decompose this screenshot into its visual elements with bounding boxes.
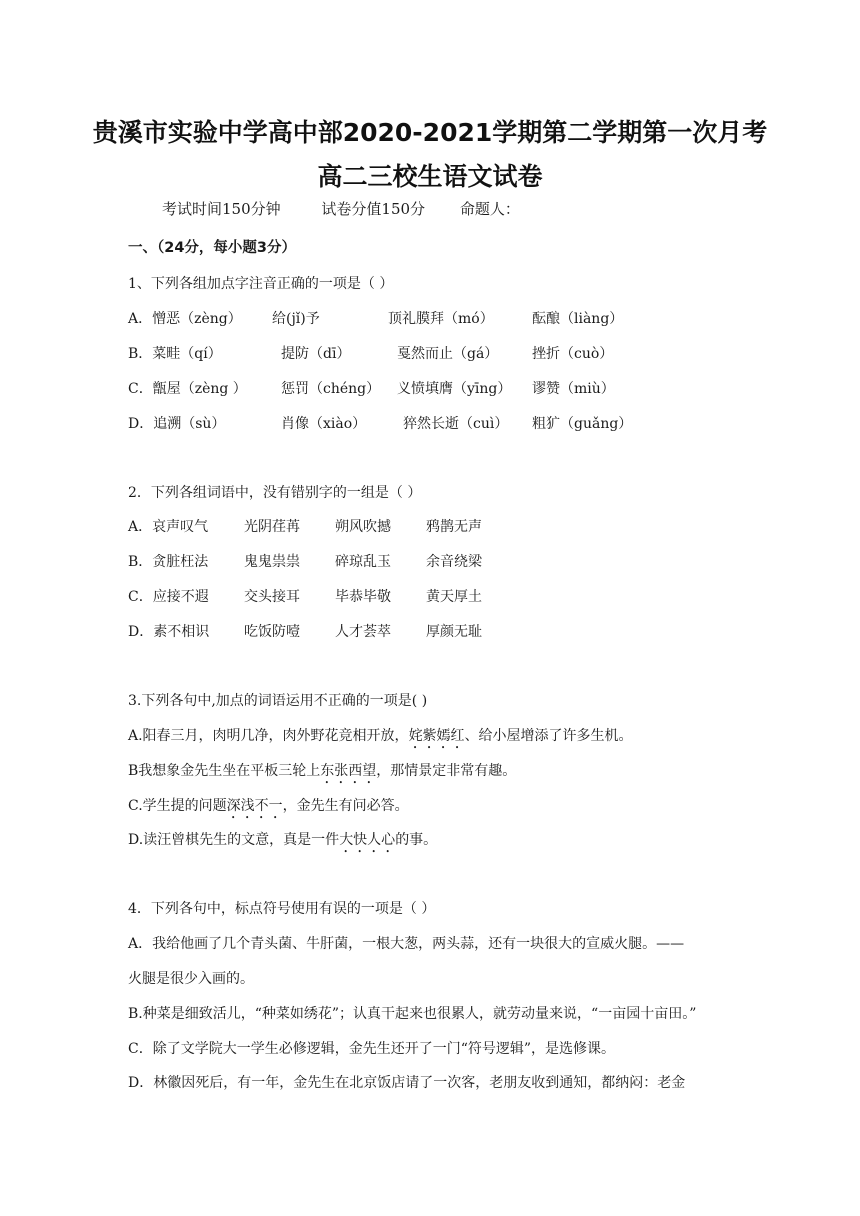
q1-a-3: 顶礼膜拜（mó） [388,311,494,327]
q1-d-3: 猝然长逝（cuì） [403,416,509,432]
q2-a-2: 光阴荏苒 [244,519,300,535]
q3-d-dotted-word: 大快人心 [339,832,396,848]
q1-d-2: 肖像（xiào） [281,416,367,432]
q2-c-3: 毕恭毕敬 [335,589,391,605]
q4-option-b: B.种菜是细致活儿，“种菜如绣花”；认真干起来也很累人，就劳动量来说，“一亩园十亩田。” [128,1006,697,1022]
q3-option-d [128,830,437,856]
q2-d-3: 人才荟萃 [335,624,391,640]
q3-b-text-end: ，那情景定非常有趣。 [376,763,517,779]
q2-d-1: D．素不相识 [128,624,210,640]
q3-c-text-end: ，金先生有问必答。 [282,798,409,814]
q1-d-4: 粗犷（guǎng） [532,416,633,432]
exam-subtitle: 高二三校生语文试卷 [317,162,543,191]
q3-option-b [128,761,516,787]
exam-info [162,198,520,219]
q3-option-a [128,726,633,752]
q3-b-text: B我想象金先生坐在平板三轮上 [128,763,321,779]
q3-a-dotted-word: 姹紫嫣红 [408,728,465,744]
q3-option-c [128,796,409,822]
q1-b-2: 提防（dī） [281,346,351,362]
q1-b-4: 挫折（cuò） [532,346,614,362]
q2-b-2: 鬼鬼祟祟 [244,554,300,570]
exam-score: 试卷分值150分 [321,200,426,218]
question-1-stem: 1、下列各组加点字注音正确的一项是（ ） [128,276,394,292]
question-4-stem: 4．下列各句中，标点符号使用有误的一项是（ ） [128,901,436,917]
q1-a-2: 给(jǐ)予 [272,311,320,327]
q2-c-4: 黄天厚土 [426,589,482,605]
q3-a-text: A.阳春三月，肉明几净，肉外野花竞相开放， [128,728,409,744]
q2-c-2: 交头接耳 [244,589,300,605]
q1-b-1: B．菜畦（qí） [128,346,222,362]
q1-a-1: A．憎恶（zèng） [128,311,242,327]
q2-b-1: B．贪脏枉法 [128,554,209,570]
q3-b-dotted-word: 东张西望 [320,763,377,779]
q2-c-1: C．应接不遐 [128,589,209,605]
q1-d-1: D．追溯（sù） [128,416,226,432]
question-3-stem: 3.下列各句中,加点的词语运用不正确的一项是( ) [128,693,428,709]
q3-c-text: C.学生提的问题 [128,798,227,814]
q2-a-4: 鸦鹊无声 [426,519,482,535]
q1-c-2: 惩罚（chéng） [281,381,381,397]
q1-a-4: 酝酿（liàng） [532,311,624,327]
question-2-stem: 2．下列各组词语中，没有错别字的一组是（ ） [128,485,422,501]
q2-b-3: 碎琼乱玉 [335,554,391,570]
q3-a-text-end: 、给小屋增添了许多生机。 [464,728,633,744]
q1-c-4: 谬赞（miù） [532,381,615,397]
q2-a-1: A．哀声叹气 [128,519,209,535]
q4-option-a-line1: A．我给他画了几个青头菌、牛肝菌，一根大葱，两头蒜，还有一块很大的宣威火腿。—— [128,936,685,952]
q3-c-dotted-word: 深浅不一 [226,798,283,814]
section-heading: 一、（24分，每小题3分） [128,240,297,256]
q4-option-a-line2: 火腿是很少入画的。 [128,971,254,987]
q1-c-1: C．甑屋（zèng ） [128,381,247,397]
q4-option-d: D．林徽因死后，有一年，金先生在北京饭店请了一次客，老朋友收到通知，都纳闷：老金 [128,1075,686,1091]
exam-title: 贵溪市实验中学高中部2020-2021学期第二学期第一次月考 [92,118,768,147]
q1-b-3: 戛然而止（gá） [397,346,499,362]
q3-d-text: D.读汪曾棋先生的文意，真是一件 [128,832,340,848]
exam-time: 考试时间150分钟 [162,200,281,218]
q2-d-4: 厚颜无耻 [426,624,482,640]
q4-option-c: C．除了文学院大一学生必修逻辑，金先生还开了一门“符号逻辑”，是选修课。 [128,1041,616,1057]
q2-b-4: 余音绕梁 [426,554,482,570]
q3-d-text-end: 的事。 [395,832,438,848]
q2-a-3: 朔风吹撼 [335,519,391,535]
q1-c-3: 义愤填膺（yīng） [397,381,512,397]
exam-author: 命题人： [459,200,520,218]
q2-d-2: 吃饭防噎 [244,624,300,640]
